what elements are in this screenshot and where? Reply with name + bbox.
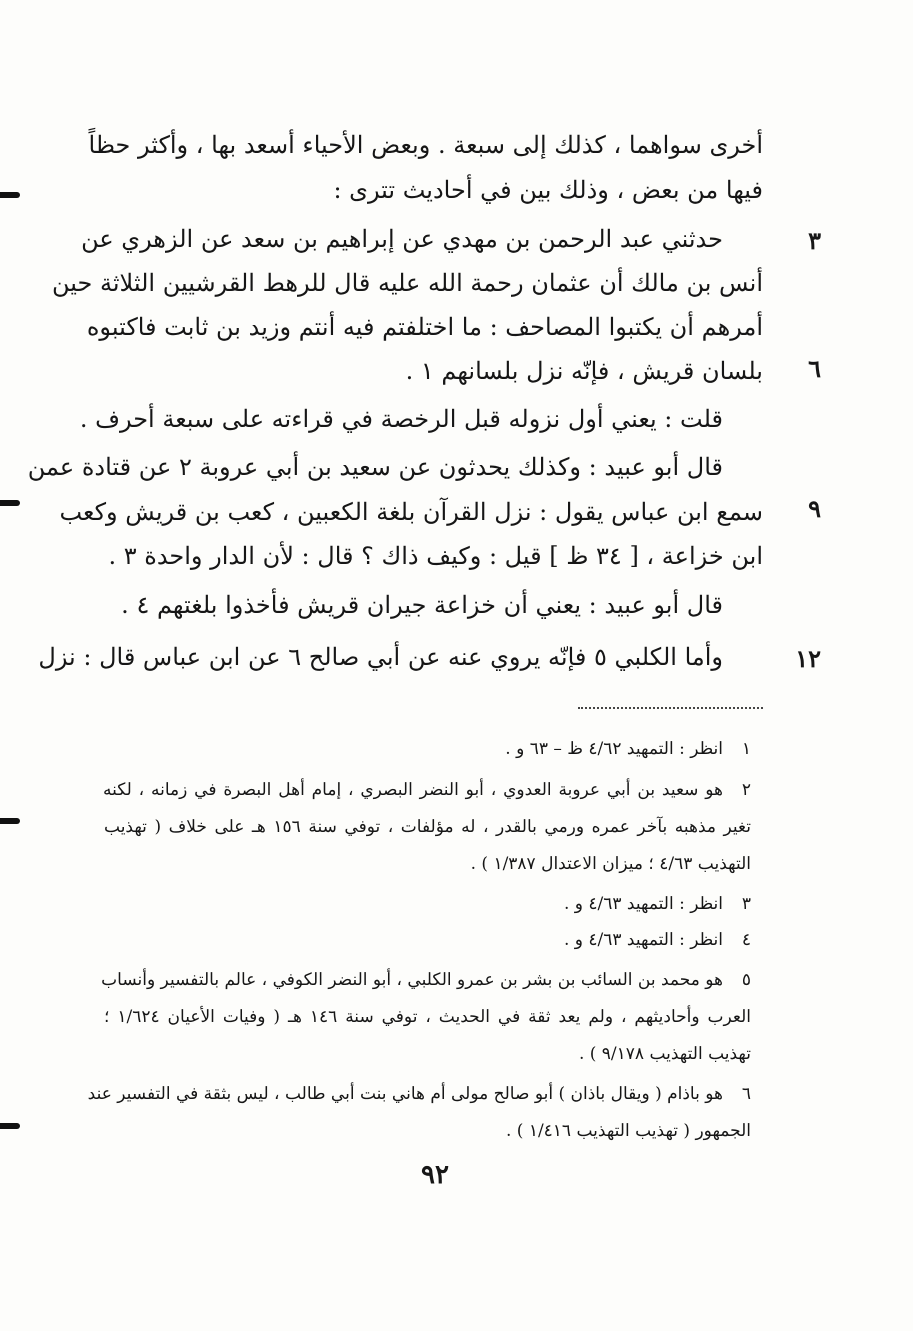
body-line: ابن خزاعة ، [ ٣٤ ظ ] قيل : وكيف ذاك ؟ قال : لأن الدار واحدة ٣ . xyxy=(108,542,763,570)
body-line: سمع ابن عباس يقول : نزل القرآن بلغة الكعبين ، كعب بن قريش وكعب xyxy=(59,498,763,526)
footnote-line: انظر : التمهيد ٤/٦٢ ظ – ٦٣ و . xyxy=(505,739,723,759)
page-number: ٩٢ xyxy=(421,1160,449,1190)
body-line: أخرى سواهما ، كذلك إلى سبعة . وبعض الأحياء أسعد بها ، وأكثر حظاً xyxy=(88,131,763,159)
footnote-line: تغير مذهبه بآخر عمره ورمي بالقدر ، له مؤلفات ، توفي سنة ١٥٦ هـ على خلاف ( تهذيب xyxy=(104,817,751,837)
footnote-number: ٦ xyxy=(741,1084,751,1104)
footnote-number: ٣ xyxy=(741,894,751,914)
body-line: فيها من بعض ، وذلك بين في أحاديث تترى : xyxy=(333,176,763,204)
footnote-line: هو باذام ( ويقال باذان ) أبو صالح مولى أم هاني بنت أبي طالب ، ليس بثقة في التفسير عند xyxy=(87,1084,723,1104)
scan-edge-mark xyxy=(0,1123,20,1129)
footnote-line: التهذيب ٤/٦٣ ؛ ميزان الاعتدال ١/٣٨٧ ) . xyxy=(470,854,751,874)
footnote-line: هو محمد بن السائب بن بشر بن عمرو الكلبي ، أبو النضر الكوفي ، عالم بالتفسير وأنساب xyxy=(101,970,723,990)
body-line: حدثني عبد الرحمن بن مهدي عن إبراهيم بن سعد عن الزهري عن xyxy=(81,225,723,253)
line-number: ٩ xyxy=(808,494,821,523)
line-number: ١٢ xyxy=(795,644,821,673)
footnote-separator xyxy=(578,707,763,709)
body-line: قال أبو عبيد : وكذلك يحدثون عن سعيد بن أبي عروبة ٢ عن قتادة عمن xyxy=(27,453,723,481)
footnote-line: العرب وأحاديثهم ، ولم يعد ثقة في الحديث ، توفي سنة ١٤٦ هـ ( وفيات الأعيان ١/٦٢٤ ؛ xyxy=(104,1007,751,1027)
footnote-number: ٥ xyxy=(741,970,751,990)
scan-edge-mark xyxy=(0,192,20,198)
body-line: قلت : يعني أول نزوله قبل الرخصة في قراءته على سبعة أحرف . xyxy=(79,405,723,433)
footnote-line: هو سعيد بن أبي عروبة العدوي ، أبو النضر البصري ، إمام أهل البصرة في زمانه ، لكنه xyxy=(103,780,723,800)
footnote-line: تهذيب التهذيب ٩/١٧٨ ) . xyxy=(578,1044,751,1064)
line-number: ٦ xyxy=(808,354,821,383)
footnote-number: ٢ xyxy=(741,780,751,800)
body-line: أنس بن مالك أن عثمان رحمة الله عليه قال للرهط القرشيين الثلاثة حين xyxy=(52,269,763,297)
footnote-line: الجمهور ( تهذيب التهذيب ١/٤١٦ ) . xyxy=(505,1121,751,1141)
body-line: أمرهم أن يكتبوا المصاحف : ما اختلفتم فيه أنتم وزيد بن ثابت فاكتبوه xyxy=(86,313,763,341)
footnote-number: ٤ xyxy=(741,930,751,950)
scan-edge-mark xyxy=(0,818,20,824)
footnote-line: انظر : التمهيد ٤/٦٣ و . xyxy=(563,894,723,914)
body-line: وأما الكلبي ٥ فإنّه يروي عنه عن أبي صالح ٦ عن ابن عباس قال : نزل xyxy=(38,643,723,671)
scan-edge-mark xyxy=(0,500,20,506)
body-line: قال أبو عبيد : يعني أن خزاعة جيران قريش فأخذوا بلغتهم ٤ . xyxy=(121,591,723,619)
footnote-number: ١ xyxy=(741,739,751,759)
body-line: بلسان قريش ، فإنّه نزل بلسانهم ١ . xyxy=(405,357,763,385)
line-number: ٣ xyxy=(808,226,821,255)
footnote-line: انظر : التمهيد ٤/٦٣ و . xyxy=(563,930,723,950)
